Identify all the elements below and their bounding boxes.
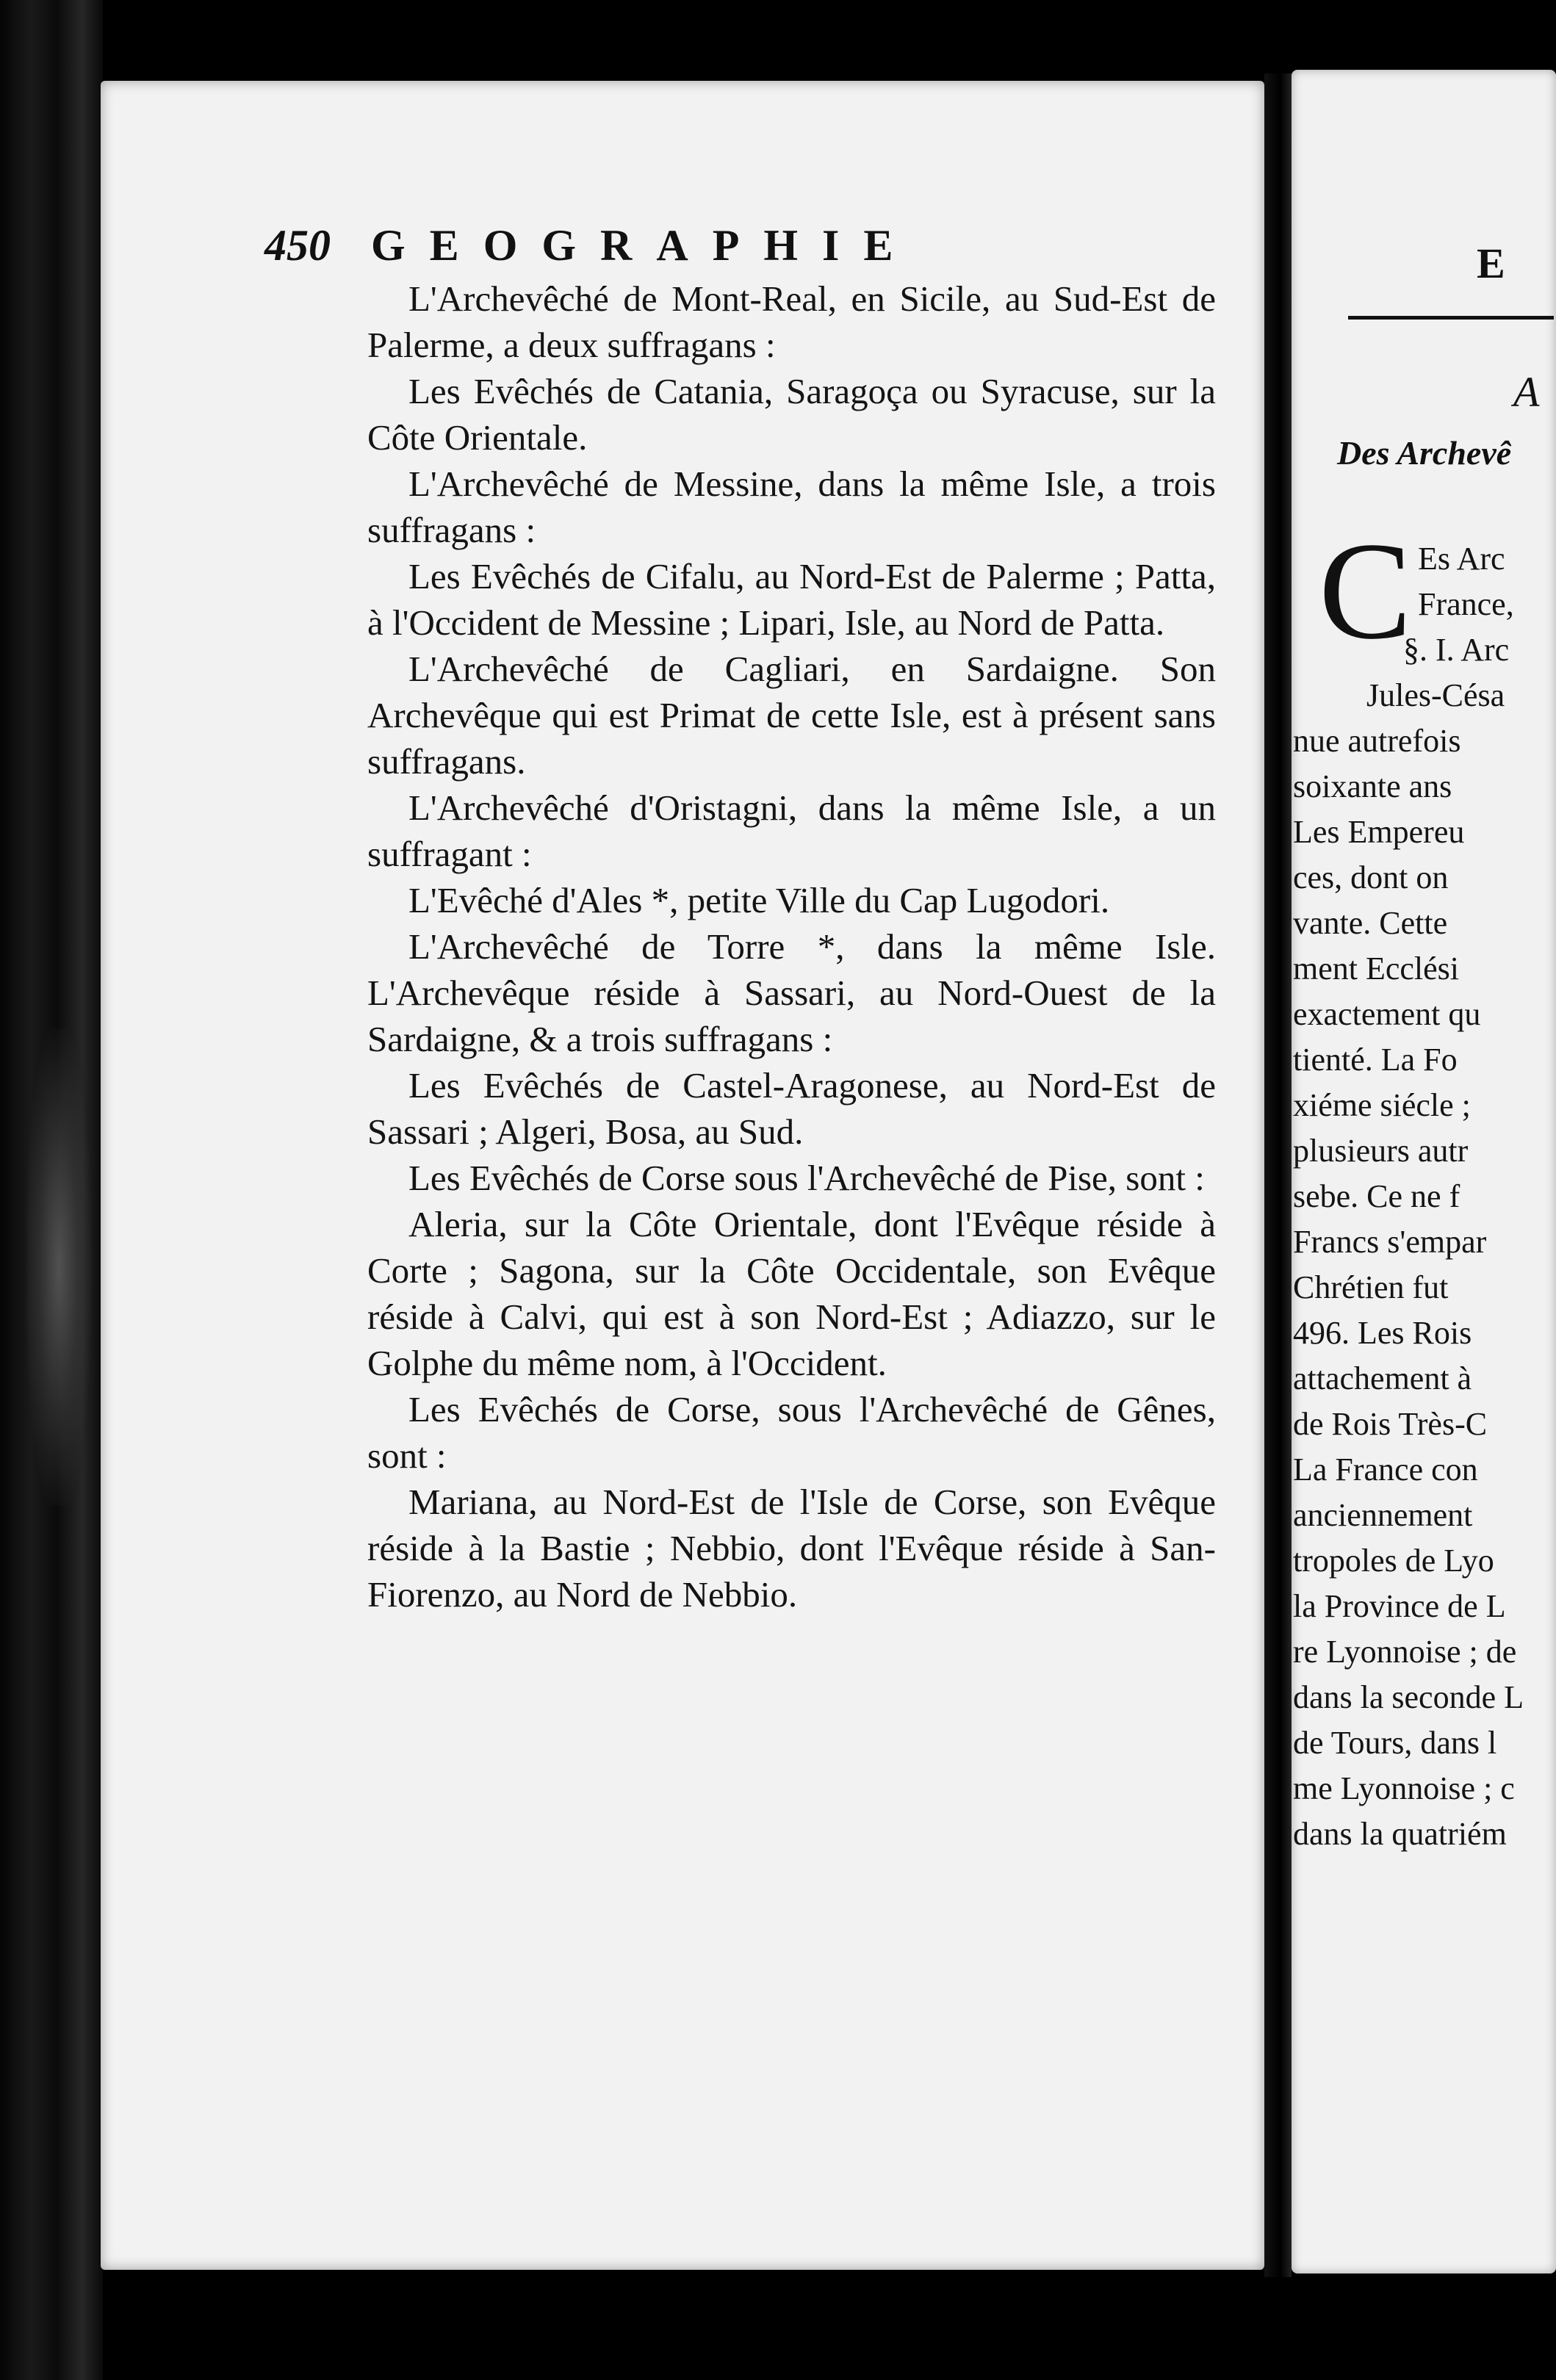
facing-line: soixante ans [1293,768,1452,804]
page-number: 450 [264,221,331,270]
facing-line: dans la quatriém [1293,1816,1507,1852]
paragraph: Les Evêchés de Corse sous l'Archevêché de Pise, sont : [408,1158,1205,1198]
facing-line: re Lyonnoise ; de [1293,1634,1517,1670]
facing-line: la Province de L [1293,1588,1506,1624]
facing-running-head: E [1477,239,1505,287]
facing-line: ces, dont on [1293,859,1449,895]
facing-line: nue autrefois [1293,723,1461,759]
body-text [367,275,1216,1618]
running-head-title: GEOGRAPHIE [371,221,918,270]
facing-subheading: Des Archevê [1337,434,1512,472]
facing-line: France, [1418,586,1514,622]
paragraph: Les Evêchés de Cifalu, au Nord-Est de Palerme ; Patta, à l'Occident de Messine ; Lipari, Isle, au Nord de Patta. [367,556,1216,643]
facing-line: La France con [1293,1452,1478,1488]
facing-line: tropoles de Lyo [1293,1543,1494,1579]
facing-line: dans la seconde L [1293,1679,1524,1715]
facing-line: vante. Cette [1293,905,1448,941]
facing-text [1293,536,1535,1857]
facing-line: Es Arc [1418,541,1505,577]
paragraph: Les Evêchés de Corse, sous l'Archevêché de Gênes, sont : [367,1389,1216,1476]
facing-line: anciennement [1293,1497,1473,1533]
page-gutter [1264,73,1292,2277]
paragraph: Les Evêchés de Catania, Saragoça ou Syracuse, sur la Côte Orientale. [367,371,1216,458]
facing-line: me Lyonnoise ; c [1293,1770,1515,1806]
facing-line: de Rois Très-C [1293,1406,1488,1442]
paragraph: L'Evêché d'Ales *, petite Ville du Cap Lugodori. [408,880,1110,920]
facing-line: §. I. Arc [1403,632,1510,668]
paragraph: L'Archevêché de Cagliari, en Sardaigne. Son Archevêque qui est Primat de cette Isle, est à présent sans suffragans. [367,649,1216,782]
facing-line: plusieurs autr [1293,1133,1469,1169]
paragraph: Mariana, au Nord-Est de l'Isle de Corse, son Evêque réside à la Bastie ; Nebbio, dont l'Evêque réside à San-Fiorenzo, au Nord de Nebbio. [367,1482,1216,1615]
paragraph: Les Evêchés de Castel-Aragonese, au Nord-Est de Sassari ; Algeri, Bosa, au Sud. [367,1065,1216,1152]
paragraph: L'Archevêché de Messine, dans la même Isle, a trois suffragans : [367,464,1216,550]
facing-line: sebe. Ce ne f [1293,1178,1460,1214]
facing-drop-cap: C [1319,514,1412,668]
facing-line: Les Empereu [1293,814,1465,850]
facing-head-rule [1348,316,1554,320]
facing-line: tienté. La Fo [1293,1042,1458,1078]
facing-line: Jules-Césa [1366,677,1505,713]
facing-line: ment Ecclési [1293,951,1460,987]
paragraph: Aleria, sur la Côte Orientale, dont l'Evêque réside à Corte ; Sagona, sur la Côte Occidentale, son Evêque réside à Calvi, qui est à son Nord-Est ; Adiazzo, sur le Golphe du même nom, à l'Occident. [367,1204,1216,1383]
facing-line: attachement à [1293,1360,1472,1396]
facing-line: Chrétien fut [1293,1269,1449,1305]
paragraph: L'Archevêché d'Oristagni, dans la même Isle, a un suffragant : [367,787,1216,874]
facing-line: de Tours, dans l [1293,1725,1497,1761]
facing-line: xiéme siécle ; [1293,1087,1471,1123]
running-head [264,220,917,271]
facing-line: Francs s'empar [1293,1224,1487,1260]
facing-cap-fragment: A [1513,368,1540,416]
book-spine-shadow [0,0,103,2380]
facing-line: exactement qu [1293,996,1481,1032]
paragraph: L'Archevêché de Mont-Real, en Sicile, au Sud-Est de Palerme, a deux suffragans : [367,278,1216,365]
facing-line: 496. Les Rois [1293,1315,1472,1351]
paragraph: L'Archevêché de Torre *, dans la même Isle. L'Archevêque réside à Sassari, au Nord-Ouest de la Sardaigne, & a trois suffragans : [367,926,1216,1059]
